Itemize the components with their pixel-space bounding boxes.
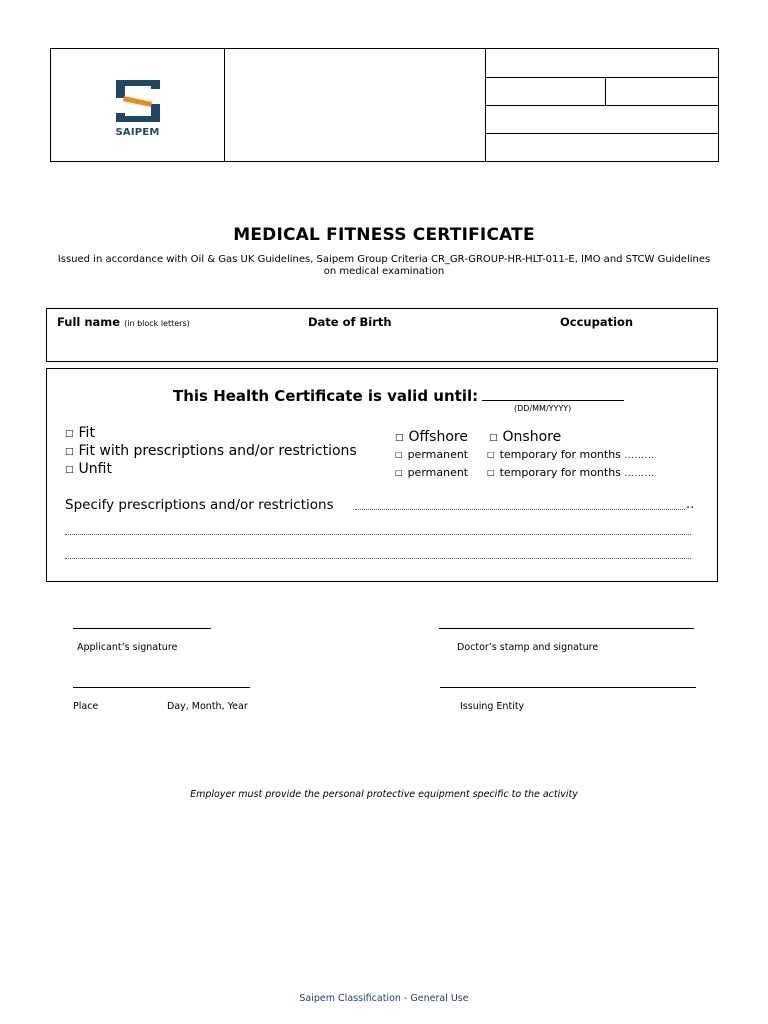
full-name-hint: (in block letters)	[124, 319, 190, 328]
checkbox-icon[interactable]: □	[395, 468, 403, 477]
specify-line[interactable]	[355, 509, 685, 510]
checkbox-icon[interactable]: □	[65, 429, 74, 439]
saipem-logo-icon	[114, 78, 162, 124]
dob-label: Date of Birth	[308, 315, 392, 329]
checkbox-icon[interactable]: □	[65, 465, 74, 475]
doctor-signature-label: Doctor’s stamp and signature	[457, 642, 599, 653]
option-offshore[interactable]	[395, 429, 468, 445]
option-offshore-permanent[interactable]	[395, 448, 468, 461]
document-subtitle: Issued in accordance with Oil & Gas UK Guidelines, Saipem Group Criteria CR_GR-GROUP-HR-HLT-011-E, IMO and STCW Guidelines on medical examination	[57, 254, 711, 277]
option-label: permanent	[407, 466, 469, 479]
applicant-signature-line[interactable]	[73, 628, 211, 629]
checkbox-icon[interactable]: □	[395, 433, 404, 443]
checkbox-icon[interactable]: □	[65, 447, 74, 457]
doctor-signature-line[interactable]	[439, 628, 694, 629]
header-blank-cell	[225, 49, 486, 161]
months-field[interactable]: .........	[624, 451, 655, 461]
checkbox-icon[interactable]: □	[489, 433, 498, 443]
date-format-hint: (DD/MM/YYYY)	[514, 404, 572, 413]
validity-date-field[interactable]	[482, 387, 624, 401]
classification-footer: Saipem Classification - General Use	[299, 993, 469, 1004]
specify-restrictions-label: Specify prescriptions and/or restrictions	[65, 497, 334, 513]
full-name-text: Full name	[57, 315, 121, 329]
header-cell	[606, 78, 718, 106]
checkbox-icon[interactable]: □	[395, 450, 403, 459]
option-unfit[interactable]	[65, 461, 112, 477]
option-fit[interactable]	[65, 425, 95, 441]
applicant-signature-label: Applicant’s signature	[77, 642, 178, 653]
option-label: Onshore	[502, 429, 562, 445]
option-label: Unfit	[78, 461, 112, 477]
header-table	[50, 48, 719, 162]
specify-trail: ..	[686, 497, 695, 512]
option-onshore-temporary[interactable]	[487, 466, 655, 479]
validity-line	[173, 387, 624, 405]
logo-wordmark: SAIPEM	[115, 127, 160, 138]
option-onshore[interactable]	[489, 429, 561, 445]
document-title: MEDICAL FITNESS CERTIFICATE	[233, 225, 535, 245]
ppe-note: Employer must provide the personal protective equipment specific to the activity	[190, 789, 578, 800]
logo-cell	[51, 49, 225, 161]
header-cell	[486, 49, 718, 78]
option-fit-with-restrictions[interactable]	[65, 443, 357, 459]
header-cell	[486, 106, 718, 134]
issuing-entity-line[interactable]	[440, 687, 696, 688]
certificate-box	[46, 368, 718, 582]
issuing-entity-label: Issuing Entity	[460, 701, 525, 712]
option-offshore-temporary[interactable]	[487, 448, 655, 461]
option-label: permanent	[407, 448, 469, 461]
option-label: temporary for months	[499, 448, 621, 461]
months-field[interactable]: .........	[624, 469, 655, 479]
option-onshore-permanent[interactable]	[395, 466, 468, 479]
option-label: Fit	[78, 425, 95, 441]
place-label: Place	[73, 701, 99, 712]
validity-text: This Health Certificate is valid until:	[173, 387, 479, 405]
checkbox-icon[interactable]: □	[487, 468, 495, 477]
option-label: temporary for months	[499, 466, 621, 479]
place-date-line[interactable]	[73, 687, 250, 688]
header-cell	[486, 134, 718, 161]
header-cell	[486, 78, 606, 106]
restrictions-line[interactable]	[65, 534, 691, 535]
option-label: Fit with prescriptions and/or restrictions	[78, 443, 357, 459]
personal-info-box	[46, 308, 718, 362]
restrictions-line[interactable]	[65, 558, 691, 559]
full-name-label	[57, 315, 190, 329]
date-label: Day, Month, Year	[167, 701, 248, 712]
occupation-label: Occupation	[560, 315, 634, 329]
checkbox-icon[interactable]: □	[487, 450, 495, 459]
option-label: Offshore	[408, 429, 468, 445]
